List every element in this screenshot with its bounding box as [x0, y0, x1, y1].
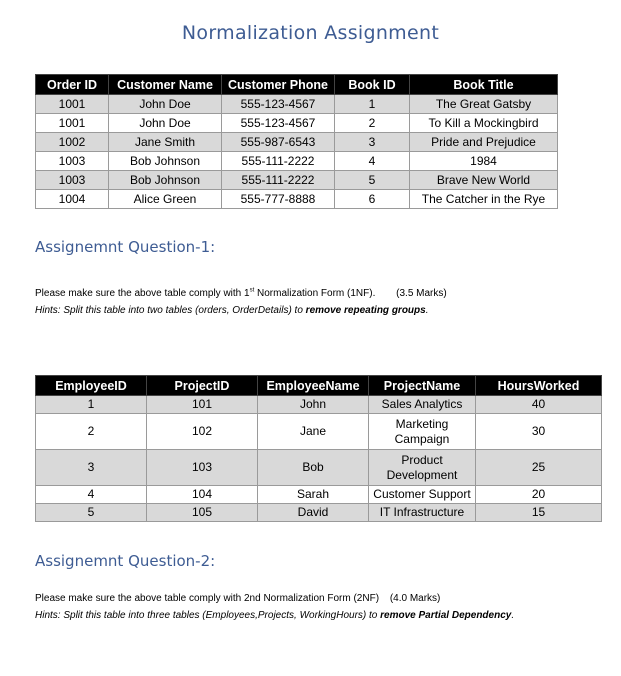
- ordinal-suffix: st: [249, 287, 255, 294]
- marks-label: (3.5 Marks): [396, 288, 447, 299]
- table-row: [36, 190, 558, 209]
- table-cell: 555-111-2222: [222, 171, 335, 190]
- column-header-book-id: Book ID: [335, 75, 410, 95]
- table-cell: 555-123-4567: [222, 95, 335, 114]
- table-cell: 105: [147, 504, 258, 522]
- column-header-hours-worked: HoursWorked: [476, 376, 602, 396]
- table-row: [36, 486, 602, 504]
- instruction-text-end: Normalization Form (1NF).: [254, 288, 376, 299]
- instruction-text: Please make sure the above table comply with 1: [35, 288, 250, 299]
- table-cell: 1004: [36, 190, 109, 209]
- table-cell: David: [258, 504, 369, 522]
- table-cell: Sales Analytics: [369, 396, 476, 414]
- table-cell: 103: [147, 450, 258, 486]
- table-row: [36, 171, 558, 190]
- hint-emphasis: remove Partial Dependency: [380, 610, 512, 621]
- table-cell: 1: [335, 95, 410, 114]
- table-cell: 1001: [36, 114, 109, 133]
- table-cell: Pride and Prejudice: [410, 133, 558, 152]
- question-1-instruction: [35, 285, 595, 302]
- table-cell: 1984: [410, 152, 558, 171]
- table-header-row: [36, 75, 558, 95]
- table-cell: 555-123-4567: [222, 114, 335, 133]
- table-cell: 30: [476, 414, 602, 450]
- table-cell: 1001: [36, 95, 109, 114]
- table-cell: Marketing Campaign: [369, 414, 476, 450]
- page-title: Normalization Assignment: [181, 22, 440, 44]
- table-row: [36, 95, 558, 114]
- table-cell: Alice Green: [109, 190, 222, 209]
- table-cell: Bob Johnson: [109, 171, 222, 190]
- question-2-heading: Assignemnt Question-2:: [35, 552, 216, 570]
- table-cell: Brave New World: [410, 171, 558, 190]
- table-cell: 4: [335, 152, 410, 171]
- column-header-employee-id: EmployeeID: [36, 376, 147, 396]
- table-cell: 6: [335, 190, 410, 209]
- table-row: [36, 114, 558, 133]
- column-header-project-id: ProjectID: [147, 376, 258, 396]
- hint-text: Hints: Split this table into two tables (orders, OrderDetails) to: [35, 305, 306, 316]
- table-cell: Jane: [258, 414, 369, 450]
- table-cell: 20: [476, 486, 602, 504]
- table-row: [36, 133, 558, 152]
- table-cell: 555-111-2222: [222, 152, 335, 171]
- employee-projects-table: [35, 375, 602, 522]
- question-2-hint: [35, 607, 595, 624]
- table-header-row: [36, 376, 602, 396]
- table-cell: 102: [147, 414, 258, 450]
- column-header-customer-phone: Customer Phone: [222, 75, 335, 95]
- table-cell: To Kill a Mockingbird: [410, 114, 558, 133]
- table-row: [36, 414, 602, 450]
- table-cell: Customer Support: [369, 486, 476, 504]
- question-1-heading: Assignemnt Question-1:: [35, 238, 216, 256]
- table-row: [36, 504, 602, 522]
- table-cell: Bob: [258, 450, 369, 486]
- marks-label: (4.0 Marks): [389, 593, 441, 604]
- table-cell: 5: [36, 504, 147, 522]
- table-cell: 2: [335, 114, 410, 133]
- table-cell: 104: [147, 486, 258, 504]
- column-header-book-title: Book Title: [410, 75, 558, 95]
- column-header-order-id: Order ID: [36, 75, 109, 95]
- table-cell: 1003: [36, 152, 109, 171]
- table-cell: 3: [36, 450, 147, 486]
- hint-text: Hints: Split this table into three tables (Employees,Projects, WorkingHours) to: [35, 610, 381, 621]
- instruction-text: Please make sure the above table comply with 2nd Normalization Form (2NF): [35, 593, 380, 604]
- table-cell: John: [258, 396, 369, 414]
- table-cell: The Catcher in the Rye: [410, 190, 558, 209]
- table-cell: 40: [476, 396, 602, 414]
- table-row: [36, 152, 558, 171]
- column-header-customer-name: Customer Name: [109, 75, 222, 95]
- table-cell: Sarah: [258, 486, 369, 504]
- question-1-text: [35, 285, 595, 319]
- table-cell: 4: [36, 486, 147, 504]
- table-cell: 5: [335, 171, 410, 190]
- table-cell: IT Infrastructure: [369, 504, 476, 522]
- question-1-hint: [35, 302, 595, 319]
- table-cell: 1003: [36, 171, 109, 190]
- column-header-project-name: ProjectName: [369, 376, 476, 396]
- hint-end: .: [511, 610, 515, 621]
- table-cell: 555-777-8888: [222, 190, 335, 209]
- table-cell: John Doe: [109, 95, 222, 114]
- table-cell: 101: [147, 396, 258, 414]
- table-row: [36, 396, 602, 414]
- table-cell: 1002: [36, 133, 109, 152]
- table-cell: Bob Johnson: [109, 152, 222, 171]
- question-2-text: [35, 590, 595, 624]
- table-cell: 1: [36, 396, 147, 414]
- orders-table: [35, 74, 558, 209]
- table-cell: 3: [335, 133, 410, 152]
- table-cell: 2: [36, 414, 147, 450]
- table-cell: 555-987-6543: [222, 133, 335, 152]
- table-cell: 15: [476, 504, 602, 522]
- table-cell: Jane Smith: [109, 133, 222, 152]
- table-cell: 25: [476, 450, 602, 486]
- table-cell: John Doe: [109, 114, 222, 133]
- question-2-instruction: [35, 590, 595, 607]
- hint-emphasis: remove repeating groups: [305, 305, 426, 316]
- column-header-employee-name: EmployeeName: [258, 376, 369, 396]
- table-row: [36, 450, 602, 486]
- hint-end: .: [425, 305, 429, 316]
- table-cell: The Great Gatsby: [410, 95, 558, 114]
- table-cell: Product Development: [369, 450, 476, 486]
